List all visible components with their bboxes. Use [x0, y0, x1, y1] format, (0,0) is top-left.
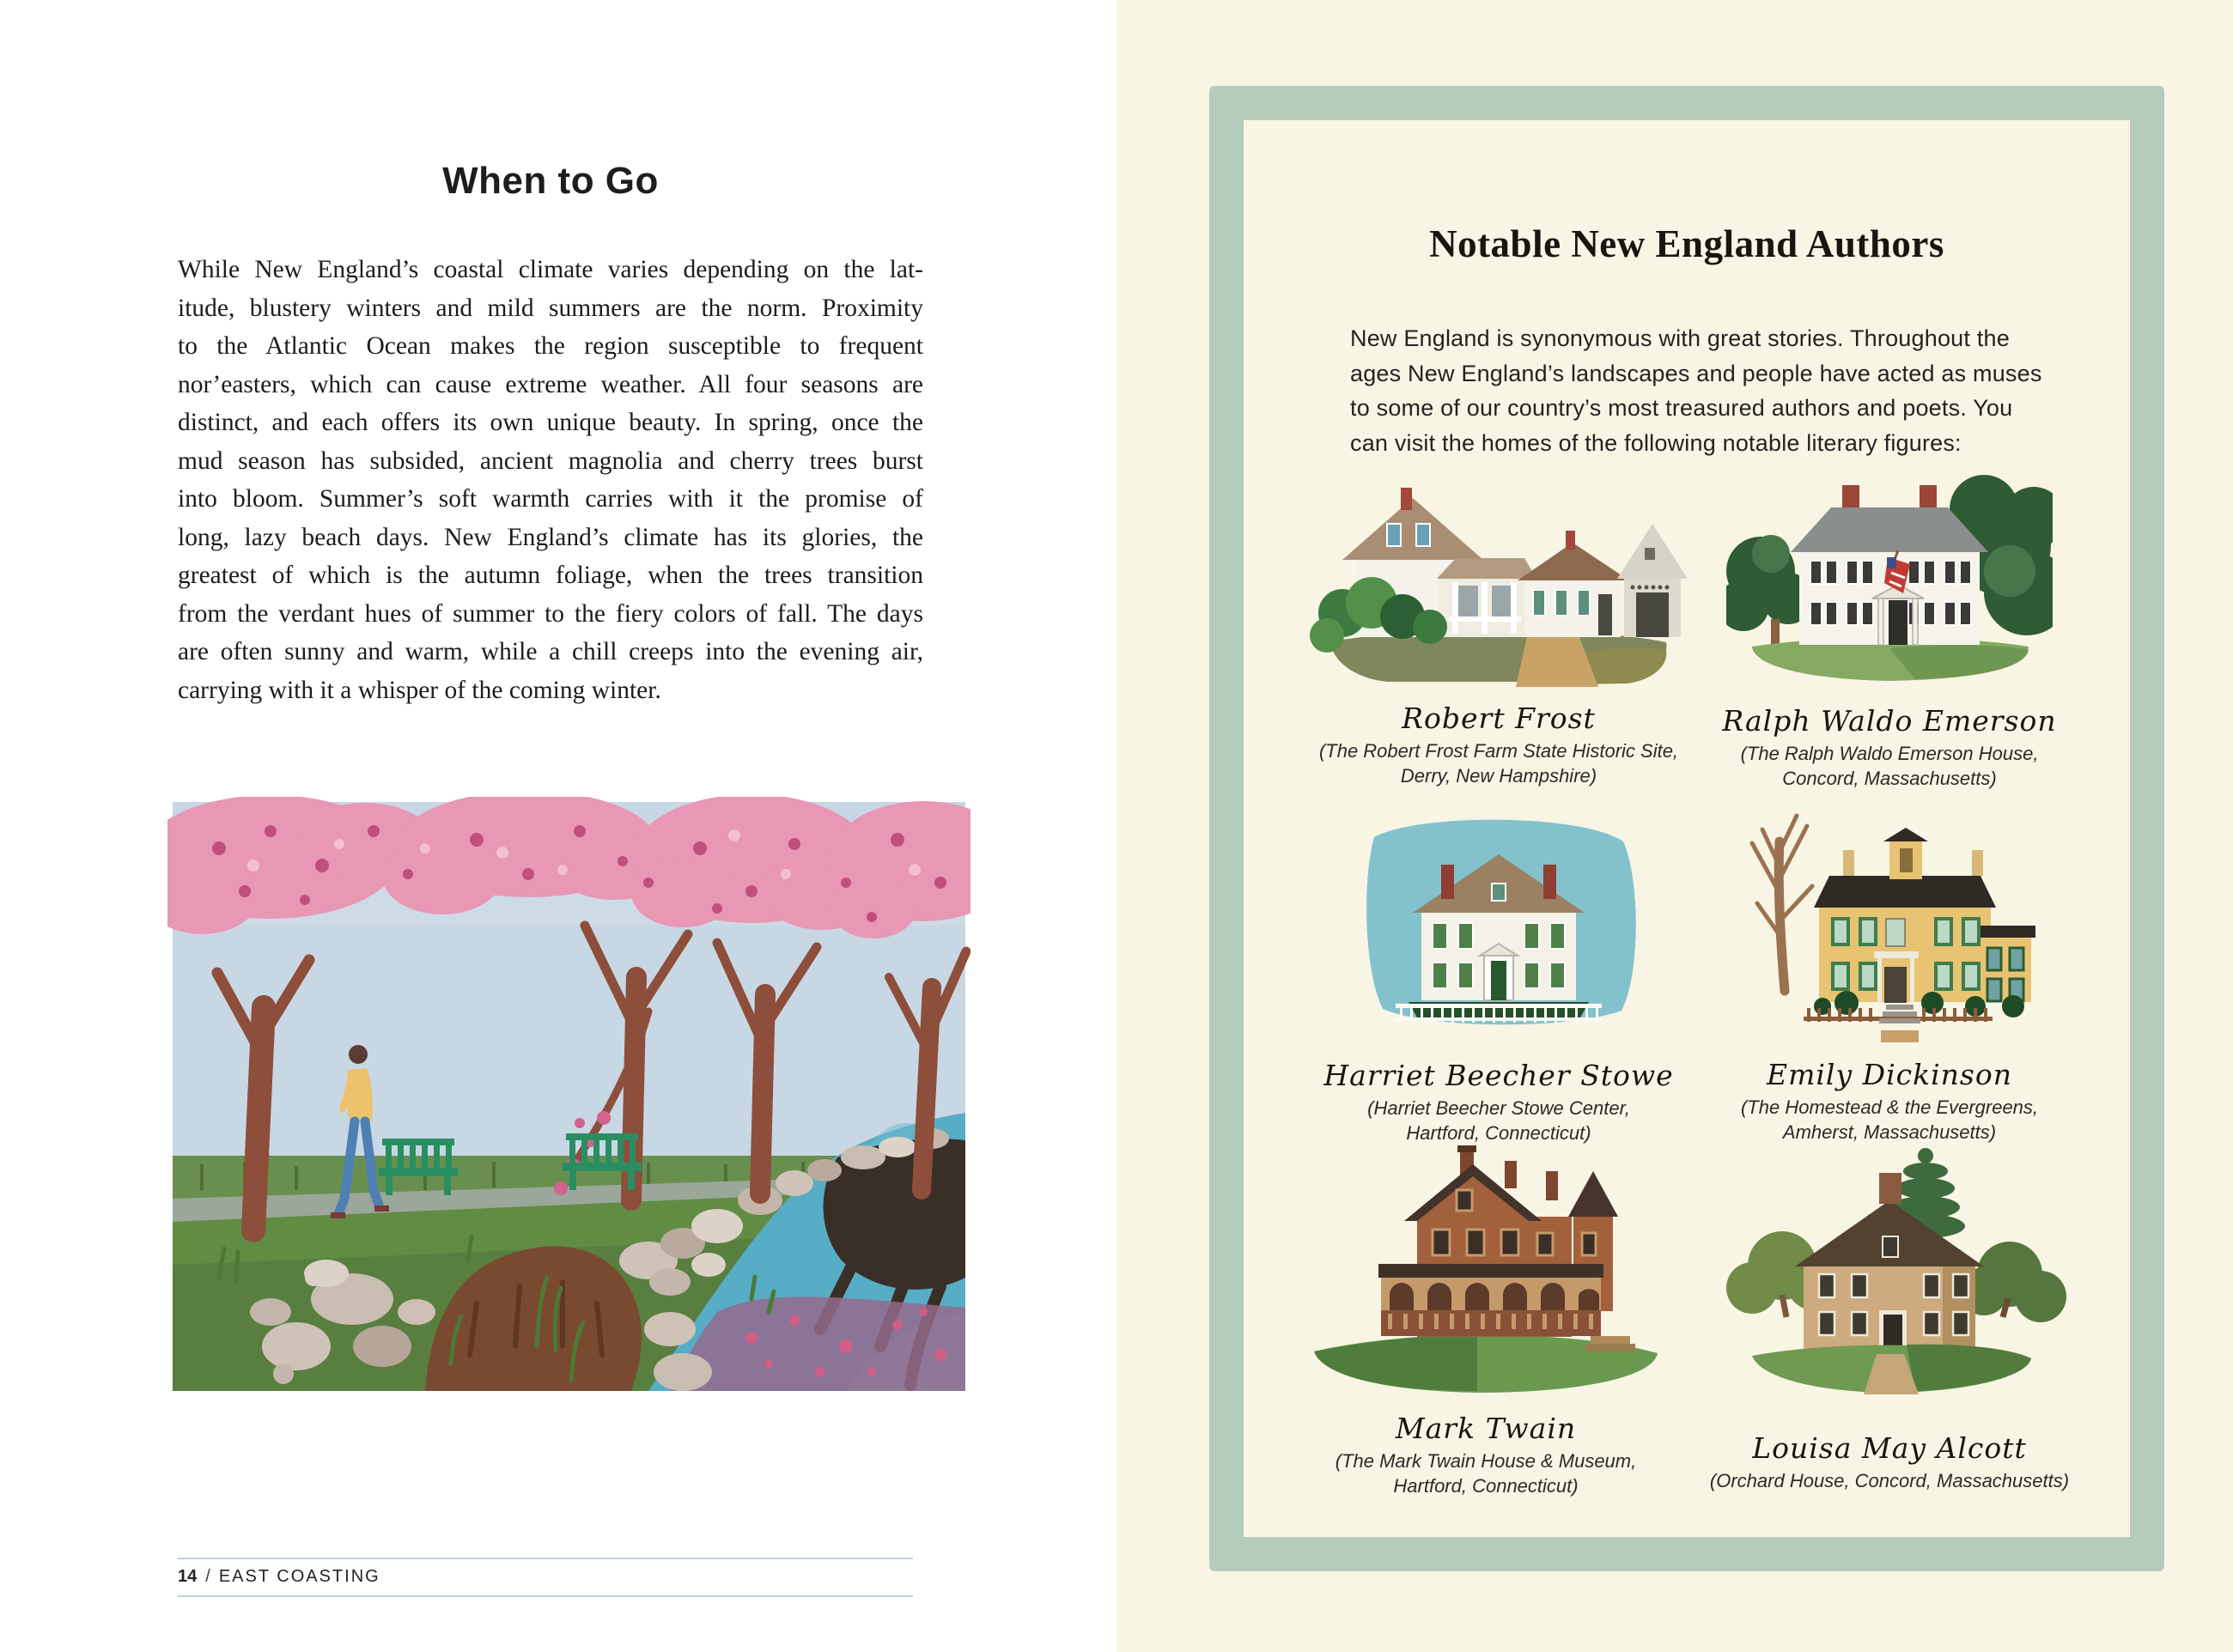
intro-line: to some of our country’s most treasured authors and poets. You — [1350, 395, 2013, 421]
paragraph-line: While New England’s coastal climate varies depending on the lat- — [178, 256, 923, 283]
paragraph-line: are often sunny and warm, while a chill creeps into the evening air, — [178, 638, 923, 665]
author-cell-louisa-may-alcott — [1675, 1135, 2104, 1493]
box-title: Notable New England Authors — [1429, 222, 1944, 265]
page-right — [1116, 0, 2233, 1652]
page-left — [0, 0, 1116, 1652]
book-title: EAST COASTING — [218, 1567, 380, 1586]
author-cell-robert-frost — [1284, 474, 1713, 788]
author-caption: (The Robert Frost Farm State Historic Site, Derry, New Hampshire) — [1318, 740, 1679, 787]
paragraph-line: nor’easters, which can cause extreme weather. All four seasons are — [178, 370, 923, 398]
paragraph-line: from the verdant hues of summer to the fiery colors of fall. The days — [178, 599, 923, 628]
author-caption: (The Mark Twain House & Museum, Hartford, Connecticut) — [1335, 1450, 1637, 1497]
spring-park-illustration — [167, 797, 970, 1391]
author-name: Mark Twain — [1395, 1412, 1577, 1445]
author-caption: (The Homestead & the Evergreens, Amherst, Massachusetts) — [1740, 1096, 2039, 1143]
paragraph-line: carrying with it a whisper of the coming winter. — [178, 676, 661, 704]
author-cell-harriet-beecher-stowe — [1284, 803, 1713, 1145]
intro-line: can visit the homes of the following notable literary figures: — [1350, 429, 1962, 456]
paragraph-line: to the Atlantic Ocean makes the region susceptible to frequent — [178, 332, 923, 360]
paragraph-line: itude, blustery winters and mild summers are the norm. Proximity — [178, 294, 923, 322]
harriet-beecher-stowe-house-illustration — [1348, 803, 1649, 1050]
author-cell-emily-dickinson — [1675, 792, 2104, 1145]
author-name: Emily Dickinson — [1767, 1058, 2012, 1091]
mark-twain-house-illustration — [1288, 1135, 1683, 1403]
paragraph-line: distinct, and each offers its own unique beauty. In spring, once the — [178, 409, 923, 436]
intro-paragraph — [1350, 321, 2132, 460]
robert-frost-house-illustration — [1310, 474, 1688, 693]
ralph-waldo-emerson-house-illustration — [1726, 468, 2053, 695]
orchard-house-illustration — [1701, 1135, 2078, 1423]
author-caption: (Orchard House, Concord, Massachusetts) — [1709, 1470, 2070, 1491]
author-cell-ralph-waldo-emerson — [1675, 468, 2104, 791]
author-name: Ralph Waldo Emerson — [1722, 704, 2057, 738]
intro-line: New England is synonymous with great stories. Throughout the — [1350, 325, 2010, 351]
footer-separator: / — [205, 1567, 210, 1586]
author-name: Robert Frost — [1402, 701, 1596, 735]
paragraph-line: into bloom. Summer’s soft warmth carries with it the promise of — [178, 485, 923, 513]
page-footer — [178, 1558, 913, 1597]
paragraph-line: mud season has subsided, ancient magnolia and cherry trees burst — [178, 446, 923, 475]
paragraph-line: long, lazy beach days. New England’s climate has its glories, the — [178, 523, 923, 551]
body-paragraph — [178, 251, 923, 709]
intro-line: ages New England’s landscapes and people have acted as muses — [1350, 360, 2042, 386]
author-name: Harriet Beecher Stowe — [1323, 1059, 1674, 1092]
author-name: Louisa May Alcott — [1752, 1431, 2027, 1465]
page-number: 14 — [178, 1567, 198, 1586]
author-caption: (Harriet Beecher Stowe Center, Hartford, Connecticut) — [1367, 1097, 1630, 1144]
paragraph-line: greatest of which is the autumn foliage, when the trees transition — [178, 562, 923, 589]
emily-dickinson-house-illustration — [1718, 792, 2061, 1049]
author-caption: (The Ralph Waldo Emerson House, Concord, Massachusetts) — [1740, 743, 2039, 789]
page-title: When to Go — [442, 160, 659, 202]
author-cell-mark-twain — [1271, 1135, 1701, 1498]
